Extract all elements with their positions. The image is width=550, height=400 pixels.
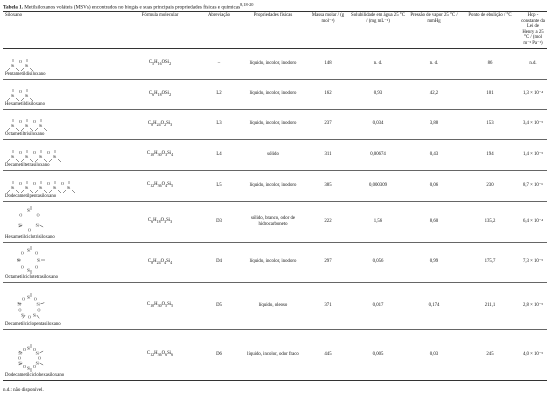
svg-text:Si: Si <box>25 62 29 68</box>
solubility-cell: 0,034 <box>349 109 407 139</box>
boiling-point-cell: 86 <box>461 48 519 79</box>
abbreviation-cell: D3 <box>199 201 239 242</box>
henry-constant-cell: 6,4 × 10⁻⁴ <box>519 201 547 242</box>
svg-text:O: O <box>19 118 22 124</box>
svg-text:Si: Si <box>25 92 29 98</box>
svg-text:O: O <box>23 364 26 370</box>
solubility-cell: 0,056 <box>349 242 407 282</box>
molar-mass-cell: 297 <box>307 242 349 282</box>
siloxane-name: Hexametildisiloxano <box>5 101 45 107</box>
svg-text:Si: Si <box>67 184 71 190</box>
henry-constant-cell: 8,7 × 10⁻⁶ <box>519 170 547 201</box>
henry-constant-cell: 1,3 × 10⁻⁴ <box>519 79 547 109</box>
svg-text:O: O <box>18 355 21 361</box>
structure-drawing <box>5 58 85 72</box>
svg-text:O: O <box>47 149 50 155</box>
table-row <box>3 329 547 380</box>
henry-constant-cell: 1,4 × 10⁻⁵ <box>519 139 547 170</box>
molar-mass-cell: 237 <box>307 109 349 139</box>
col-header-massa: Massa molar / (g mol⁻¹) <box>307 12 349 49</box>
abbreviation-cell: L4 <box>199 139 239 170</box>
henry-constant-cell: 7,3 × 10⁻⁵ <box>519 242 547 282</box>
boiling-point-cell: 211,1 <box>461 282 519 329</box>
henry-constant-cell: 4,0 × 10⁻⁵ <box>519 329 547 380</box>
svg-text:Si: Si <box>35 222 40 228</box>
henry-constant-cell: 3,4 × 10⁻⁵ <box>519 109 547 139</box>
svg-text:O: O <box>33 180 36 186</box>
svg-text:Si: Si <box>39 122 43 128</box>
solubility-cell: 0,000309 <box>349 170 407 201</box>
siloxane-name: Dodecametilpentasiloxano <box>5 193 57 199</box>
svg-text:O: O <box>28 314 31 320</box>
abbreviation-cell: D4 <box>199 242 239 282</box>
svg-text:O: O <box>22 296 26 302</box>
table-row <box>3 242 547 282</box>
svg-text:Si: Si <box>18 360 22 366</box>
svg-text:Si: Si <box>11 122 15 128</box>
svg-text:O: O <box>20 250 24 256</box>
svg-text:Si: Si <box>53 153 57 159</box>
vapor-pressure-cell: 42,2 <box>407 79 461 109</box>
siloxane-name: Octametilciclotetrasiloxano <box>5 274 59 280</box>
molar-mass-cell: 445 <box>307 329 349 380</box>
abbreviation-cell: L3 <box>199 109 239 139</box>
formula-cell: $C_{10}H_{30}O_3Si_4$ <box>121 139 199 170</box>
molar-mass-cell: 148 <box>307 48 349 79</box>
formula-cell: $C_8H_{24}O_2Si_3$ <box>121 109 199 139</box>
svg-text:Si: Si <box>32 312 37 318</box>
vapor-pressure-cell: 0,06 <box>407 170 461 201</box>
col-header-propriedades: Propriedades físicas <box>239 12 307 49</box>
svg-text:O: O <box>33 296 37 302</box>
abbreviation-cell: D6 <box>199 329 239 380</box>
structure-drawing <box>5 292 85 322</box>
col-header-solubilidade: Solubilidade em água 25 °C / (mg mL⁻¹) <box>349 12 407 49</box>
abbreviation-cell: L5 <box>199 170 239 201</box>
svg-text:Si: Si <box>25 184 29 190</box>
table-row <box>3 48 547 79</box>
siloxane-name: Decametilciclopentasiloxano <box>5 321 61 327</box>
formula-cell: $C_5H_{16}OSi_2$ <box>121 48 199 79</box>
svg-text:O: O <box>35 264 38 270</box>
structure-drawing <box>5 205 85 235</box>
henry-constant-cell: n.d. <box>519 48 547 79</box>
structure-drawing <box>5 245 85 275</box>
siloxane-name: Decametiltetrasiloxano <box>5 162 50 168</box>
siloxane-name-cell <box>3 109 121 139</box>
boiling-point-cell: 135,2 <box>461 201 519 242</box>
solubility-cell: 0,017 <box>349 282 407 329</box>
vapor-pressure-cell: 0,99 <box>407 242 461 282</box>
svg-text:O: O <box>28 227 31 233</box>
solubility-cell: n. d. <box>349 48 407 79</box>
col-header-abreviacao: Abreviação <box>199 12 239 49</box>
col-header-ebulicao: Ponto de ebulição / °C <box>461 12 519 49</box>
properties-cell: sólido, branco, odor de hidrocarboneto <box>239 201 307 242</box>
svg-text:O: O <box>37 307 41 313</box>
svg-text:Si: Si <box>11 62 15 68</box>
table-row <box>3 282 547 329</box>
siloxane-name-cell <box>3 170 121 201</box>
vapor-pressure-cell: n. d. <box>407 48 461 79</box>
svg-text:Si: Si <box>53 184 57 190</box>
table-row <box>3 139 547 170</box>
molar-mass-cell: 385 <box>307 170 349 201</box>
caption-text: Metilsiloxanos voláteis (MSVs) encontrados no biogás e suas principais propriedades físicas e químicas <box>24 4 241 11</box>
caption-label: Tabela 1. <box>3 4 23 11</box>
vapor-pressure-cell: 3,88 <box>407 109 461 139</box>
col-header-siloxano: Siloxano <box>3 12 121 49</box>
svg-text:Si: Si <box>11 92 15 98</box>
svg-text:Si: Si <box>21 312 25 318</box>
molar-mass-cell: 371 <box>307 282 349 329</box>
caption-refs: 8,18-20 <box>240 2 254 7</box>
table-row <box>3 79 547 109</box>
vapor-pressure-cell: 0,03 <box>407 329 461 380</box>
structure-drawing <box>5 180 85 194</box>
svg-text:Si: Si <box>36 301 40 307</box>
svg-text:Si: Si <box>27 267 31 273</box>
properties-cell: líquido, incolor, odor fraco <box>239 329 307 380</box>
properties-cell: líquido, incolor, inodoro <box>239 242 307 282</box>
solubility-cell: 0,005 <box>349 329 407 380</box>
boiling-point-cell: 230 <box>461 170 519 201</box>
boiling-point-cell: 153 <box>461 109 519 139</box>
formula-cell: $C_6H_{18}O_3Si_3$ <box>121 201 199 242</box>
svg-text:Si: Si <box>39 184 43 190</box>
solubility-cell: 1,56 <box>349 201 407 242</box>
svg-text:Si: Si <box>35 350 40 356</box>
svg-text:O: O <box>18 307 22 313</box>
svg-text:Si: Si <box>25 153 29 159</box>
abbreviation-cell: L2 <box>199 79 239 109</box>
molar-mass-cell: 222 <box>307 201 349 242</box>
abbreviation-cell: D5 <box>199 282 239 329</box>
structure-drawing <box>5 343 85 373</box>
vapor-pressure-cell: 0,174 <box>407 282 461 329</box>
svg-text:Si: Si <box>17 301 21 307</box>
svg-text:Si: Si <box>25 122 29 128</box>
table-footnote: n.d.: não disponível. <box>3 388 44 393</box>
svg-text:Si: Si <box>27 365 31 371</box>
properties-cell: líquido, incolor, inodoro <box>239 48 307 79</box>
vapor-pressure-cell: 8,60 <box>407 201 461 242</box>
svg-text:Si: Si <box>27 207 31 213</box>
svg-text:O: O <box>19 88 22 94</box>
svg-text:O: O <box>20 264 24 270</box>
svg-text:O: O <box>36 212 40 218</box>
formula-cell: $C_{12}H_{36}O_6Si_6$ <box>121 329 199 380</box>
svg-text:Si: Si <box>27 247 31 253</box>
svg-text:Si: Si <box>11 184 15 190</box>
svg-text:Si: Si <box>27 345 31 351</box>
formula-cell: $C_{10}H_{30}O_5Si_5$ <box>121 282 199 329</box>
formula-cell: $C_{12}H_{36}O_4Si_5$ <box>121 170 199 201</box>
svg-text:O: O <box>23 346 26 352</box>
properties-cell: líquido, oleoso <box>239 282 307 329</box>
siloxane-name: Dodecametilciclohexasiloxano <box>5 372 65 378</box>
structure-drawing <box>5 88 85 102</box>
properties-cell: sólido <box>239 139 307 170</box>
siloxane-name-cell <box>3 282 121 329</box>
formula-cell: $C_6H_{18}OSi_2$ <box>121 79 199 109</box>
table-header-row <box>3 12 547 49</box>
col-header-formula: Fórmula molecular <box>121 12 199 49</box>
siloxane-name: Hexametilciclotrisiloxano <box>5 234 55 240</box>
boiling-point-cell: 194 <box>461 139 519 170</box>
svg-text:Si: Si <box>17 257 21 263</box>
svg-text:Si: Si <box>18 222 22 228</box>
solubility-cell: 0,93 <box>349 79 407 109</box>
structure-drawing <box>5 118 85 132</box>
col-header-henry: Hcp - constante da Lei de Henry a 25 °C / (mol m⁻³ Pa⁻¹) <box>519 12 547 49</box>
table-row <box>3 109 547 139</box>
properties-cell: líquido, incolor, inodoro <box>239 109 307 139</box>
vapor-pressure-cell: 0,43 <box>407 139 461 170</box>
siloxane-name: Octametiltrisiloxano <box>5 131 45 137</box>
solubility-cell: 0,00674 <box>349 139 407 170</box>
svg-text:Si: Si <box>27 294 31 300</box>
siloxane-name-cell <box>3 79 121 109</box>
svg-text:O: O <box>33 346 36 352</box>
svg-text:Si: Si <box>11 153 15 159</box>
structure-drawing <box>5 149 85 163</box>
table-row <box>3 201 547 242</box>
svg-text:Si: Si <box>18 350 22 356</box>
molar-mass-cell: 162 <box>307 79 349 109</box>
svg-text:Si: Si <box>39 153 43 159</box>
svg-text:O: O <box>19 212 23 218</box>
abbreviation-cell: – <box>199 48 239 79</box>
svg-text:O: O <box>33 364 36 370</box>
svg-text:O: O <box>38 355 41 361</box>
siloxane-table <box>3 11 547 381</box>
siloxane-name-cell <box>3 242 121 282</box>
siloxane-name: Pentametildisiloxano <box>5 71 46 77</box>
svg-text:O: O <box>61 180 64 186</box>
siloxane-name-cell <box>3 329 121 380</box>
boiling-point-cell: 175,7 <box>461 242 519 282</box>
siloxane-name-cell <box>3 201 121 242</box>
svg-text:O: O <box>19 180 22 186</box>
svg-text:O: O <box>47 180 50 186</box>
siloxane-name-cell <box>3 139 121 170</box>
boiling-point-cell: 245 <box>461 329 519 380</box>
svg-text:Si: Si <box>35 360 40 366</box>
molar-mass-cell: 311 <box>307 139 349 170</box>
table-row <box>3 170 547 201</box>
formula-cell: $C_8H_{24}O_4Si_4$ <box>121 242 199 282</box>
svg-text:O: O <box>19 149 22 155</box>
col-header-pressao: Pressão de vapor 25 °C / mmHg <box>407 12 461 49</box>
henry-constant-cell: 2,8 × 10⁻⁵ <box>519 282 547 329</box>
svg-text:O: O <box>33 118 36 124</box>
svg-text:O: O <box>35 250 38 256</box>
properties-cell: líquido, incolor, inodoro <box>239 79 307 109</box>
svg-text:O: O <box>19 58 22 64</box>
boiling-point-cell: 101 <box>461 79 519 109</box>
properties-cell: líquido, incolor, inodoro <box>239 170 307 201</box>
svg-text:O: O <box>33 149 36 155</box>
siloxane-name-cell <box>3 48 121 79</box>
svg-text:Si: Si <box>37 257 41 263</box>
